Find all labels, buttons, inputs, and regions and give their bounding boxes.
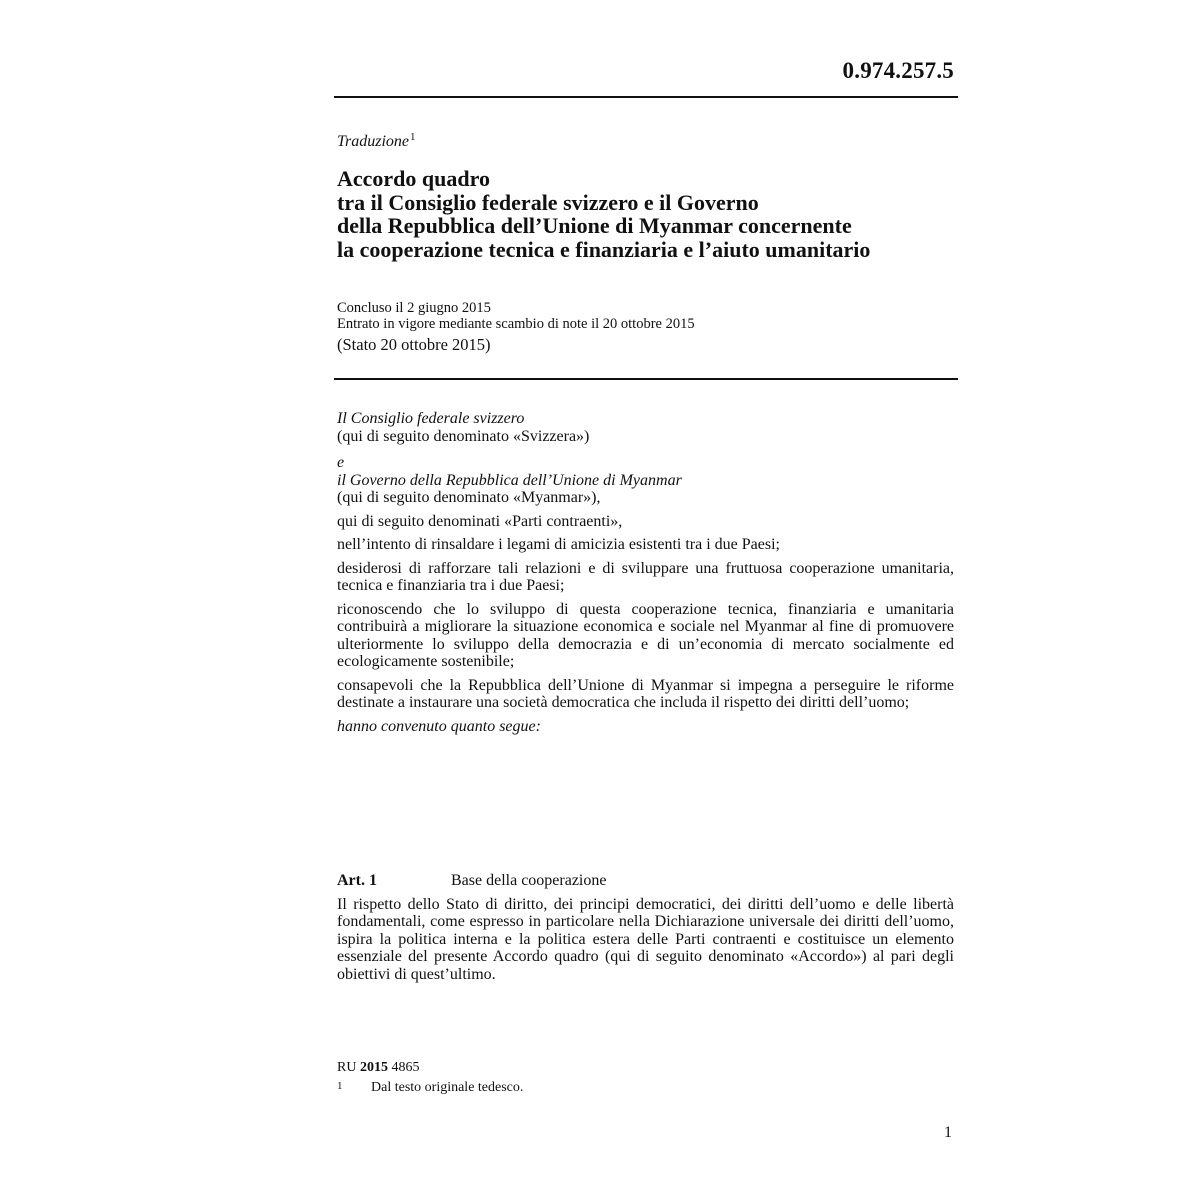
title-line: tra il Consiglio federale svizzero e il Governo (337, 189, 759, 215)
recital-2: desiderosi di rafforzare tali relazioni e di sviluppare una fruttuosa cooperazione umanitaria, tecnica e finanziaria tra i due Paesi; (337, 559, 954, 594)
page-number: 1 (944, 1124, 952, 1141)
recital-3: riconoscendo che lo sviluppo di questa cooperazione tecnica, finanziaria e umanitaria contribuirà a migliorare la situazione economica e sociale nel Myanmar al fine di promuovere ulteriormente lo sviluppo della democrazia e di un’economia di mercato socialmente ed ecologicamente sostenibile; (337, 600, 954, 670)
recital-4: consapevoli che la Repubblica dell’Unione di Myanmar si impegna a perseguire le riforme destinate a instaurare una società democratica che includa il rispetto dei diritti dell’uomo; (337, 676, 954, 711)
document-meta (337, 300, 954, 355)
document-title (337, 167, 954, 261)
sr-number: 0.974.257.5 (842, 58, 954, 83)
translation-label (337, 131, 954, 151)
official-collection-ref (337, 1060, 954, 1076)
translation-text: Traduzione (337, 133, 410, 150)
party2-name: il Governo della Repubblica dell’Unione di Myanmar (337, 471, 682, 489)
article-number: Art. 1 (337, 872, 377, 889)
footnote-ref[interactable]: 1 (410, 131, 416, 143)
title-line: la cooperazione tecnica e finanziaria e l’aiuto umanitario (337, 236, 871, 262)
ru-year: 2015 (359, 1060, 388, 1075)
article-heading (337, 872, 954, 890)
parties-alias: qui di seguito denominati «Parti contraenti», (337, 512, 623, 530)
footnote-text: Dal testo originale tedesco. (371, 1080, 524, 1095)
conjunction: e (337, 454, 345, 471)
in-force-date: Entrato in vigore mediante scambio di note il 20 ottobre 2015 (337, 316, 695, 332)
party2-alias: (qui di seguito denominato «Myanmar»), (337, 489, 601, 506)
title-line: della Repubblica dell’Unione di Myanmar concernente (337, 213, 852, 238)
title-line: Accordo quadro (337, 166, 490, 191)
article-title: Base della cooperazione (451, 872, 607, 889)
party1-name: Il Consiglio federale svizzero (337, 410, 525, 427)
agreed-clause: hanno convenuto quanto segue: (337, 717, 541, 735)
footnote (337, 1080, 954, 1096)
concluded-date: Concluso il 2 giugno 2015 (337, 300, 491, 316)
recital-1: nell’intento di rinsaldare i legami di amicizia esistenti tra i due Paesi; (337, 536, 780, 553)
ru-prefix: RU (337, 1060, 357, 1075)
status-date: (Stato 20 ottobre 2015) (337, 335, 491, 354)
footnote-mark: 1 (337, 1080, 343, 1092)
article-text: Il rispetto dello Stato di diritto, dei principi democratici, dei diritti dell’uomo e delle libertà fondamentali, come espresso in particolare nella Dichiarazione universale dei diritti dell’uomo, ispira la politica interna e la politica estera delle Parti contraenti e costituisce un elemento essenziale del presente Accordo quadro (qui di seguito denominato «Accordo») al pari degli obiettivi di quest’ultimo. (337, 895, 954, 983)
ru-page: 4865 (391, 1060, 420, 1075)
header-rule (334, 96, 958, 98)
preamble (337, 410, 954, 741)
meta-rule (334, 378, 958, 380)
article-1 (337, 872, 954, 983)
party1-alias: (qui di seguito denominato «Svizzera») (337, 427, 590, 445)
